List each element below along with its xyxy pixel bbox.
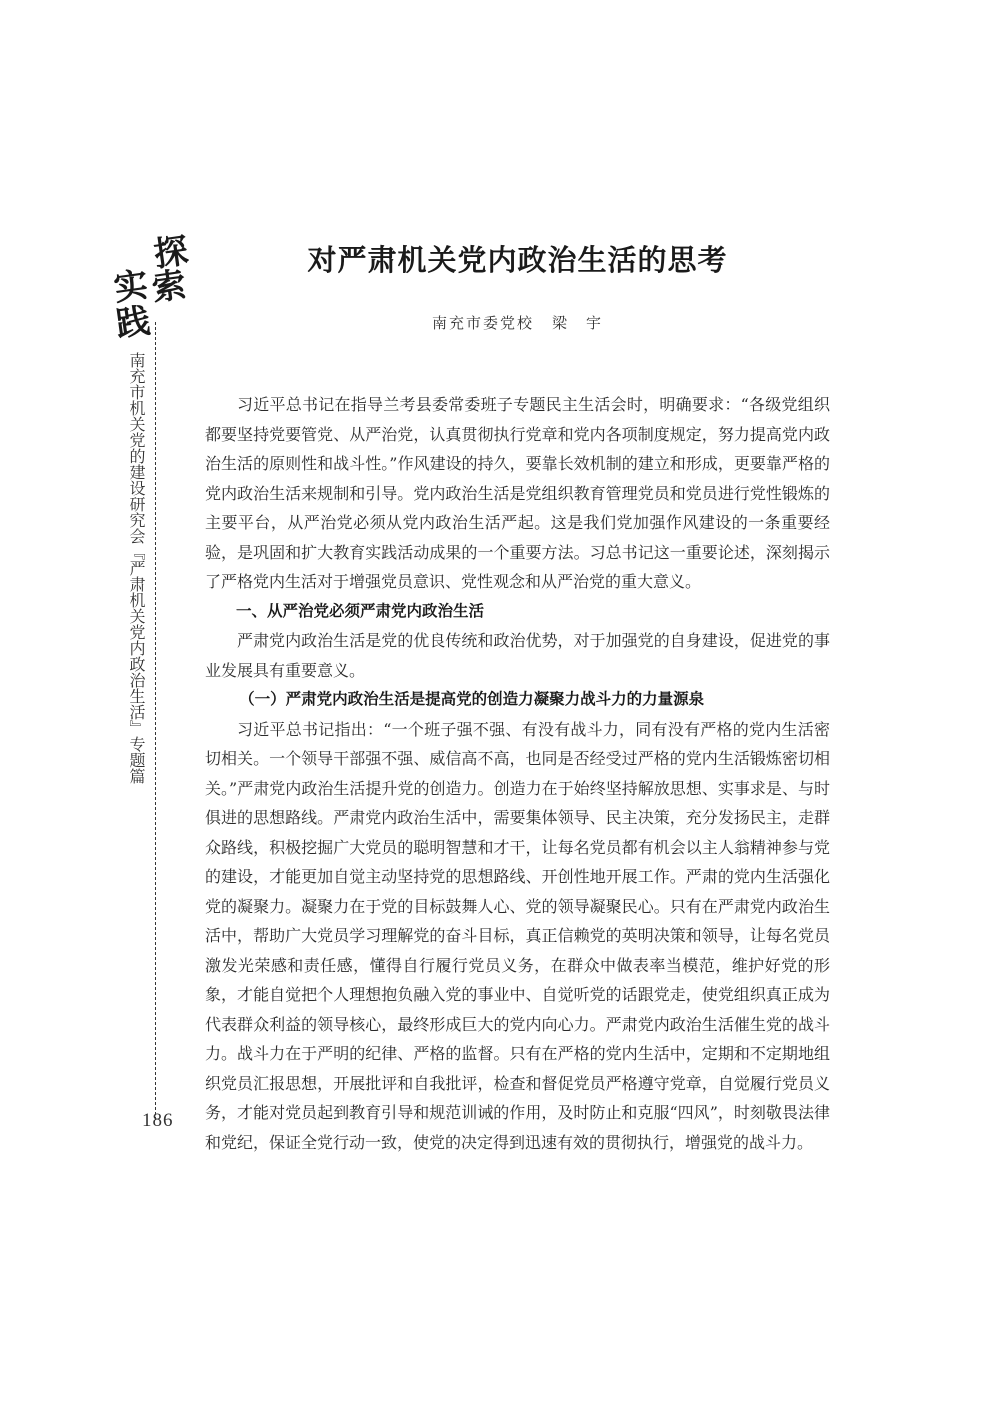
brand-calligraphy-mark <box>108 230 191 346</box>
article-byline <box>205 312 830 333</box>
article-body <box>205 390 830 1157</box>
section-heading: 一、从严治党必须严肃党内政治生活 <box>236 601 485 620</box>
series-vertical-text: 南充市机关党的建设研究会『严肃机关党内政治生活』专题篇 <box>127 352 146 784</box>
brand-char-1: 探 <box>151 230 191 276</box>
brand-char-2: 索 <box>149 264 189 310</box>
body-paragraph: 严肃党内政治生活是党的优良传统和政治优势，对于加强党的自身建设，促进党的事业发展具有重要意义。 <box>205 631 830 680</box>
article-title: 对严肃机关党内政治生活的思考 <box>307 243 728 277</box>
brand-char-3: 实 <box>111 264 151 310</box>
author-name: 梁 宇 <box>552 314 604 332</box>
margin-dashed-divider <box>155 322 156 1120</box>
author-organization: 南充市委党校 <box>431 314 534 332</box>
subsection-heading: （一）严肃党内政治生活是提高党的创造力凝聚力战斗力的力量源泉 <box>239 690 705 708</box>
body-paragraph: 习近平总书记指出：“一个班子强不强、有没有战斗力，同有没有严格的党内生活密切相关。一个领导干部强不强、威信高不高，也同是否经受过严格的党内生活锻炼密切相关。”严肃党内政治生活提升党的创造力。创造力在于始终坚持解放思想、实事求是、与时俱进的思想路线。严肃党内政治生活中，需要集体领导、民主决策，充分发扬民主，走群众路线，积极挖掘广大党员的聪明智慧和才干，让每名党员都有机会以主人翁精神参与党的建设，才能更加自觉主动坚持党的思想路线、开创性地开展工作。严肃的党内生活强化党的凝聚力。凝聚力在于党的目标鼓舞人心、党的领导凝聚民心。只有在严肃党内政治生活中，帮助广大党员学习理解党的奋斗目标，真正信赖党的英明决策和领导，让每名党员激发光荣感和责任感，懂得自行履行党员义务，在群众中做表率当模范，维护好党的形象，才能自觉把个人理想抱负融入党的事业中、自觉听党的话跟党走，使党组织真正成为代表群众利益的领导核心，最终形成巨大的党内向心力。严肃党内政治生活催生党的战斗力。战斗力在于严明的纪律、严格的监督。只有在严格的党内生活中，定期和不定期地组织党员汇报思想，开展批评和自我批评，检查和督促党员严格遵守党章，自觉履行党员义务，才能对党员起到教育引导和规范训诫的作用，及时防止和克服“四风”，时刻敬畏法律和党纪，保证全党行动一致，使党的决定得到迅速有效的贯彻执行，增强党的战斗力。 <box>205 719 830 1152</box>
body-paragraph: 习近平总书记在指导兰考县委常委班子专题民主生活会时，明确要求：“各级党组织都要坚持党要管党、从严治党，认真贯彻执行党章和党内各项制度规定，努力提高党内政治生活的原则性和战斗性。”作风建设的持久，要靠长效机制的建立和形成，更要靠严格的党内政治生活来规制和引导。党内政治生活是党组织教育管理党员和党员进行党性锻炼的主要平台，从严治党必须从党内政治生活严起。这是我们党加强作风建设的一条重要经验，是巩固和扩大教育实践活动成果的一个重要方法。习总书记这一重要论述，深刻揭示了严格党内生活对于增强党员意识、党性观念和从严治党的重大意义。 <box>205 395 830 591</box>
page-number: 186 <box>142 1110 174 1131</box>
brand-char-4: 践 <box>113 300 153 346</box>
